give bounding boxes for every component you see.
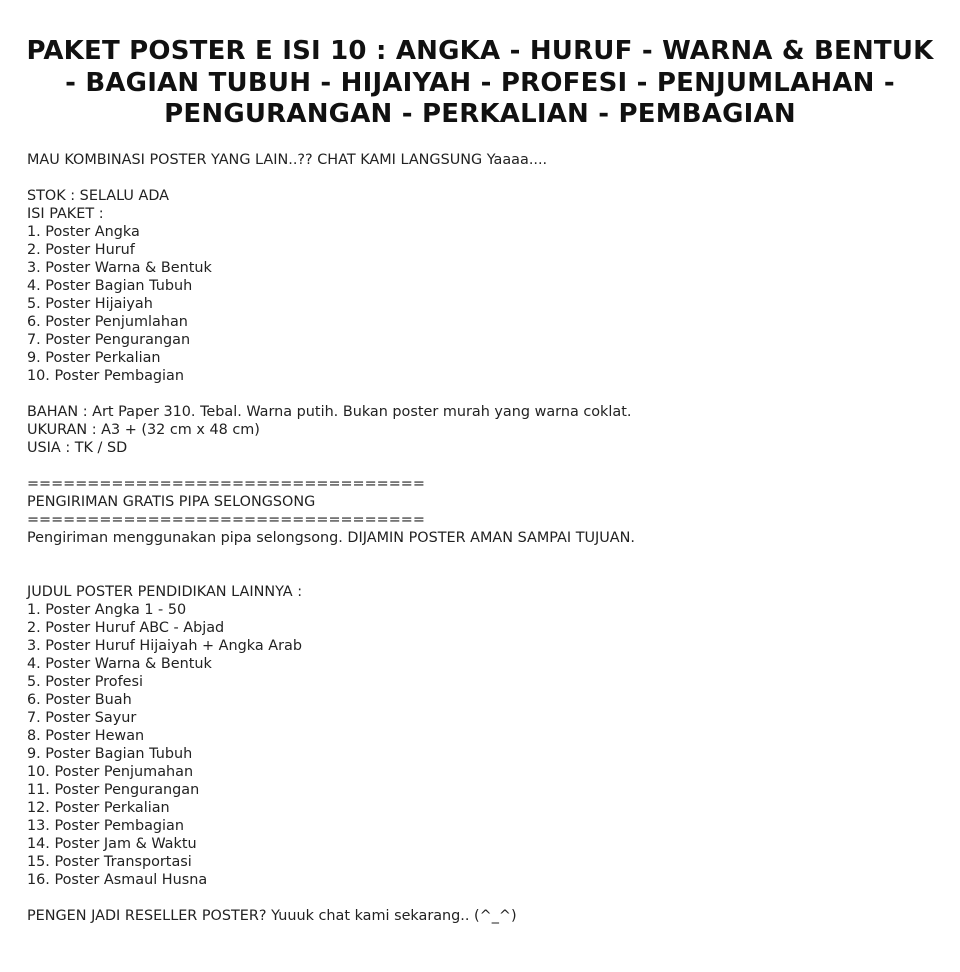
list-item: 15. Poster Transportasi — [27, 854, 192, 870]
list-item: 6. Poster Penjumlahan — [27, 314, 188, 330]
shipping-text: Pengiriman menggunakan pipa selongsong. DIJAMIN POSTER AMAN SAMPAI TUJUAN. — [27, 530, 635, 546]
material-text: BAHAN : Art Paper 310. Tebal. Warna putih. Bukan poster murah yang warna coklat. — [27, 404, 632, 420]
page-title: PAKET POSTER E ISI 10 : ANGKA - HURUF - WARNA & BENTUK - BAGIAN TUBUH - HIJAIYAH - PROFESI - PENJUMLAHAN - PENGURANGAN - PERKALIAN - PEMBAGIAN — [26, 36, 934, 129]
list-item: 4. Poster Warna & Bentuk — [27, 656, 212, 672]
list-item: 5. Poster Profesi — [27, 674, 144, 690]
closing-text: PENGEN JADI RESELLER POSTER? Yuuuk chat kami sekarang.. (^_^) — [27, 908, 517, 924]
list-item: 1. Poster Angka — [27, 224, 140, 240]
list-item: 8. Poster Hewan — [27, 728, 145, 744]
intro-text: MAU KOMBINASI POSTER YANG LAIN..?? CHAT KAMI LANGSUNG Yaaaa.... — [27, 152, 548, 168]
list-item: 16. Poster Asmaul Husna — [27, 872, 208, 888]
divider-bottom: ================================= — [27, 512, 425, 528]
list-item: 2. Poster Huruf — [27, 242, 135, 258]
divider-top: ================================= — [27, 476, 425, 492]
package-contents-label: ISI PAKET : — [27, 206, 104, 222]
list-item: 5. Poster Hijaiyah — [27, 296, 153, 312]
list-item: 10. Poster Penjumahan — [27, 764, 194, 780]
spacer — [27, 565, 937, 583]
package-contents-list — [27, 223, 937, 385]
list-item: 6. Poster Buah — [27, 692, 132, 708]
list-item: 2. Poster Huruf ABC - Abjad — [27, 620, 225, 636]
age-text: USIA : TK / SD — [27, 440, 128, 456]
list-item: 3. Poster Huruf Hijaiyah + Angka Arab — [27, 638, 302, 654]
list-item: 13. Poster Pembagian — [27, 818, 184, 834]
spacer — [27, 547, 937, 565]
spacer — [27, 385, 937, 403]
size-text: UKURAN : A3 + (32 cm x 48 cm) — [27, 422, 260, 438]
other-titles-list — [27, 601, 937, 889]
spacer — [27, 169, 937, 187]
list-item: 9. Poster Bagian Tubuh — [27, 746, 193, 762]
list-item: 7. Poster Sayur — [27, 710, 137, 726]
list-item: 14. Poster Jam & Waktu — [27, 836, 197, 852]
description-body — [27, 151, 937, 925]
spacer — [27, 457, 937, 475]
shipping-heading: PENGIRIMAN GRATIS PIPA SELONGSONG — [27, 494, 316, 510]
list-item: 11. Poster Pengurangan — [27, 782, 200, 798]
spacer — [27, 889, 937, 907]
list-item: 10. Poster Pembagian — [27, 368, 184, 384]
list-item: 7. Poster Pengurangan — [27, 332, 191, 348]
other-titles-label: JUDUL POSTER PENDIDIKAN LAINNYA : — [27, 584, 303, 600]
list-item: 4. Poster Bagian Tubuh — [27, 278, 193, 294]
list-item: 12. Poster Perkalian — [27, 800, 170, 816]
list-item: 9. Poster Perkalian — [27, 350, 161, 366]
list-item: 3. Poster Warna & Bentuk — [27, 260, 212, 276]
stock-text: STOK : SELALU ADA — [27, 188, 170, 204]
list-item: 1. Poster Angka 1 - 50 — [27, 602, 187, 618]
